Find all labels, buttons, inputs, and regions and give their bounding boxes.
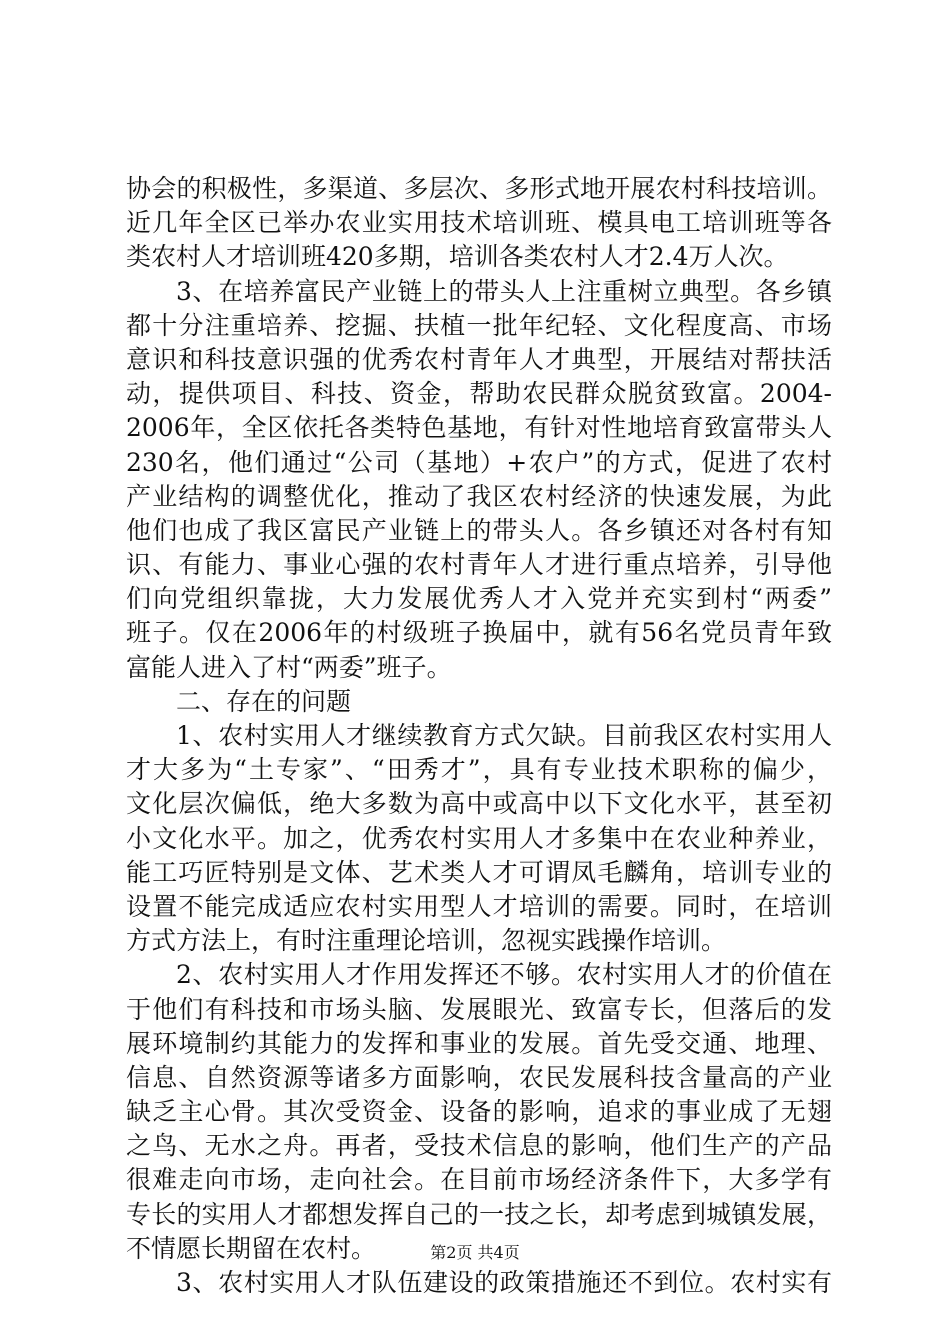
text-line: 二、存在的问题 — [176, 686, 352, 716]
text-line: 都十分注重培养、挖掘、扶植一批年纪轻、文化程度高、市场 — [126, 310, 832, 340]
page-footer: 第2页 共4页 — [430, 1243, 520, 1262]
text-line: 动，提供项目、科技、资金，帮助农民群众脱贫致富。2004- — [126, 379, 832, 409]
text-line: 意识和科技意识强的优秀农村青年人才典型，开展结对帮扶活 — [126, 344, 832, 374]
text-line: 于他们有科技和市场头脑、发展眼光、致富专长，但落后的发 — [126, 994, 832, 1024]
text-line: 班子。仅在2006年的村级班子换届中，就有56名党员青年致 — [126, 618, 832, 648]
text-line: 缺乏主心骨。其次受资金、设备的影响，追求的事业成了无翅 — [126, 1097, 832, 1127]
text-line: 之鸟、无水之舟。再者，受技术信息的影响，他们生产的产品 — [126, 1131, 832, 1161]
text-line: 才大多为“土专家”、“田秀才”，具有专业技术职称的偏少， — [126, 755, 832, 785]
text-line: 2、农村实用人才作用发挥还不够。农村实用人才的价值在 — [176, 960, 832, 990]
text-line: 展环境制约其能力的发挥和事业的发展。首先受交通、地理、 — [126, 1028, 832, 1058]
text-line: 方式方法上，有时注重理论培训，忽视实践操作培训。 — [126, 926, 727, 956]
text-line: 230名，他们通过“公司（基地）+农户”的方式，促进了农村 — [126, 447, 832, 477]
text-line: 文化层次偏低，绝大多数为高中或高中以下文化水平，甚至初 — [126, 789, 832, 819]
document-body — [126, 172, 832, 1300]
text-line: 类农村人才培训班420多期，培训各类农村人才2.4万人次。 — [126, 242, 789, 272]
text-line: 能工巧匠特别是文体、艺术类人才可谓凤毛麟角，培训专业的 — [126, 857, 832, 887]
text-line: 专长的实用人才都想发挥自己的一技之长，却考虑到城镇发展， — [126, 1199, 832, 1229]
text-line: 3、农村实用人才队伍建设的政策措施还不到位。农村实有 — [176, 1268, 832, 1297]
text-line: 富能人进入了村“两委”班子。 — [126, 652, 452, 682]
text-line: 他们也成了我区富民产业链上的带头人。各乡镇还对各村有知 — [126, 515, 832, 545]
text-line: 1、农村实用人才继续教育方式欠缺。目前我区农村实用人 — [176, 721, 832, 750]
text-line: 小文化水平。加之，优秀农村实用人才多集中在农业种养业， — [126, 823, 832, 853]
text-line: 协会的积极性，多渠道、多层次、多形式地开展农村科技培训。 — [126, 174, 832, 203]
text-line: 2006年，全区依托各类特色基地，有针对性地培育致富带头人 — [126, 413, 832, 443]
text-line: 3、在培养富民产业链上的带头人上注重树立典型。各乡镇 — [176, 276, 832, 306]
text-line: 设置不能完成适应农村实用型人才培训的需要。同时，在培训 — [126, 891, 832, 921]
text-line: 产业结构的调整优化，推动了我区农村经济的快速发展，为此 — [126, 481, 832, 511]
text-line: 识、有能力、事业心强的农村青年人才进行重点培养，引导他 — [126, 550, 832, 580]
text-line: 很难走向市场，走向社会。在目前市场经济条件下，大多学有 — [126, 1165, 832, 1195]
text-line: 信息、自然资源等诸多方面影响，农民发展科技含量高的产业 — [126, 1062, 832, 1092]
text-line: 们向党组织靠拢，大力发展优秀人才入党并充实到村“两委” — [126, 584, 832, 614]
text-line: 近几年全区已举办农业实用技术培训班、模具电工培训班等各 — [126, 208, 832, 238]
text-line: 不情愿长期留在农村。 — [126, 1233, 377, 1263]
